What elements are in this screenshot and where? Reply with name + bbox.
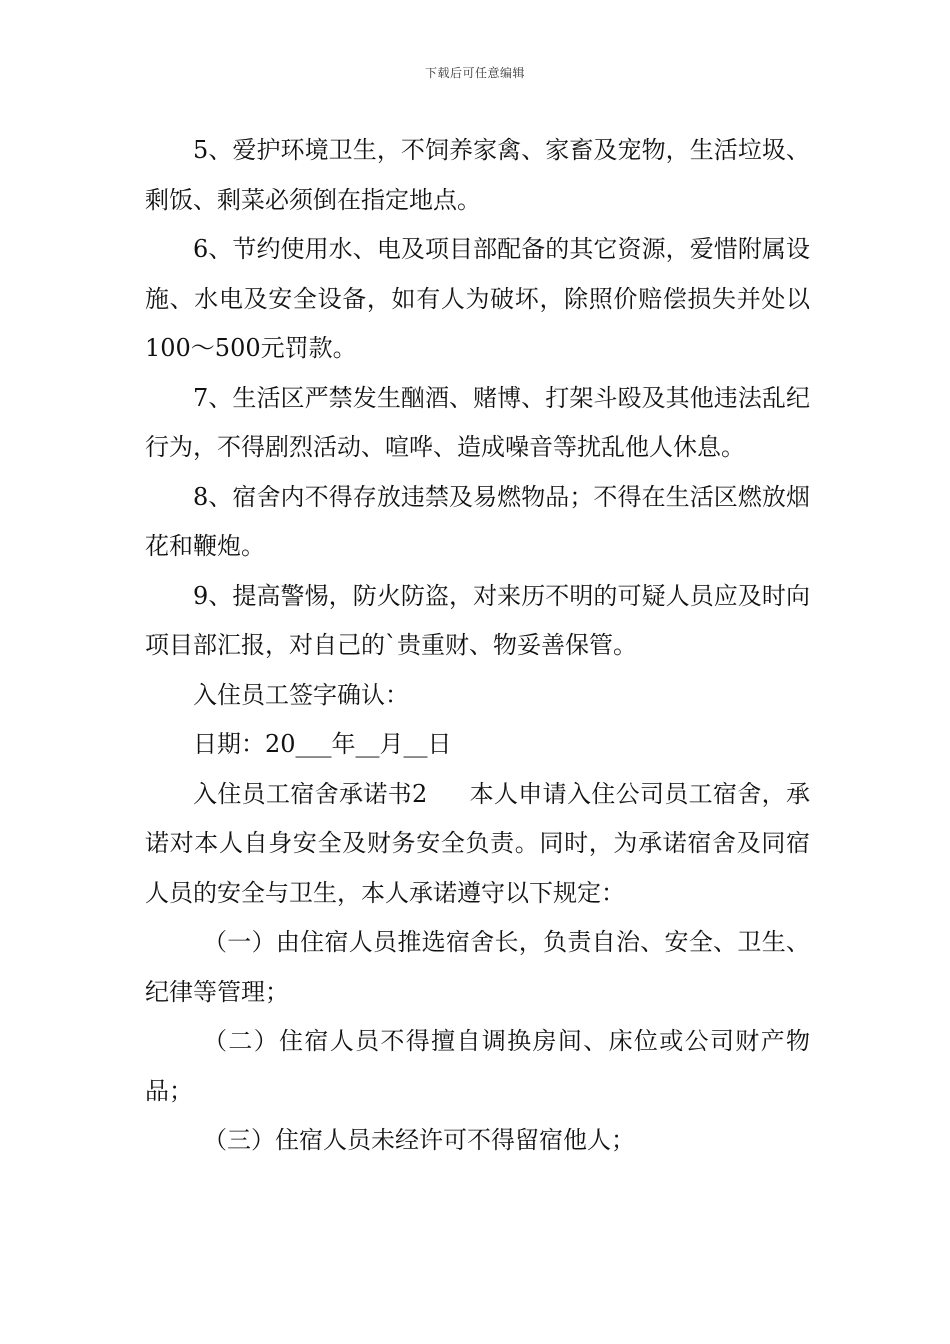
signature-line: 入住员工签字确认： xyxy=(193,680,409,709)
sub-rule-3: （三）住宿人员未经许可不得留宿他人； xyxy=(203,1126,635,1154)
paragraph-rule-9: 9、提高警惕，防火防盗，对来历不明的可疑人员应及时向项目部汇报，对自己的`贵重财、物妥善保管。 xyxy=(145,581,810,659)
document-body xyxy=(145,126,810,1166)
section-2-title: 入住员工宿舍承诺书2 xyxy=(193,779,428,808)
page-header-note: 下载后可任意编辑 xyxy=(424,66,525,80)
sub-rule-2: （二）住宿人员不得擅自调换房间、床位或公司财产物品； xyxy=(145,1027,810,1105)
section-2-paragraph xyxy=(145,770,810,919)
date-line: 日期：20___年__月__日 xyxy=(193,730,452,758)
paragraph-rule-8: 8、宿舍内不得存放违禁及易燃物品；不得在生活区燃放烟花和鞭炮。 xyxy=(145,482,810,560)
section-2-intro: 本人申请入住公司员工宿舍，承诺对本人自身安全及财务安全负责。同时，为承诺宿舍及同宿人员的安全与卫生，本人承诺遵守以下规定： xyxy=(145,779,810,907)
paragraph-rule-6: 6、节约使用水、电及项目部配备的其它资源，爱惜附属设施、水电及安全设备，如有人为破坏，除照价赔偿损失并处以100～500元罚款。 xyxy=(145,235,810,362)
paragraph-rule-5: 5、爱护环境卫生，不饲养家禽、家畜及宠物，生活垃圾、剩饭、剩菜必须倒在指定地点。 xyxy=(145,136,810,214)
paragraph-rule-7: 7、生活区严禁发生酗酒、赌博、打架斗殴及其他违法乱纪行为，不得剧烈活动、喧哗、造成噪音等扰乱他人休息。 xyxy=(145,383,810,461)
sub-rule-1: （一）由住宿人员推选宿舍长，负责自治、安全、卫生、纪律等管理； xyxy=(145,928,810,1006)
